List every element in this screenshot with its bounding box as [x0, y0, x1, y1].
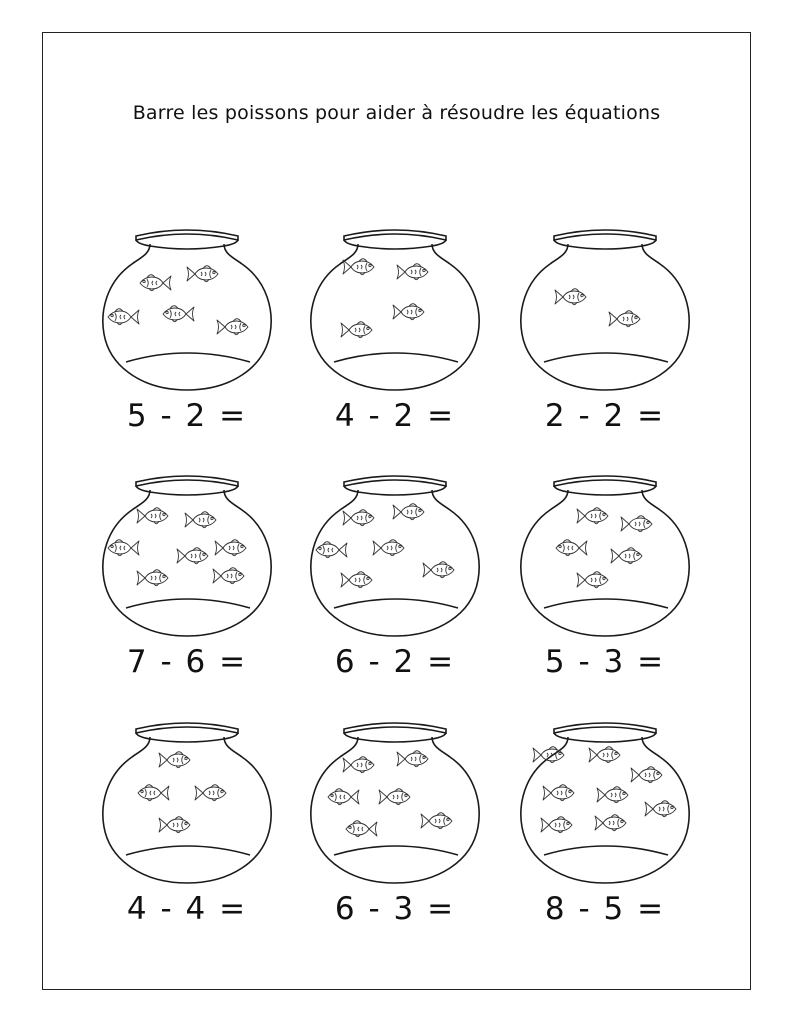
fish-icon [577, 572, 608, 588]
worksheet-title: Barre les poissons pour aider à résoudre les équations [132, 102, 661, 124]
fish-icon [397, 751, 428, 767]
equation-1: 5 - 2 = [126, 398, 248, 434]
fish-icon [556, 540, 587, 556]
problem-8 [300, 715, 490, 955]
fish-icon [341, 572, 372, 588]
fish-icon [341, 322, 372, 338]
fish-icon [213, 568, 244, 584]
fishbowl-icon [92, 468, 282, 638]
fish-icon [163, 306, 194, 322]
fishbowl-icon [300, 715, 490, 885]
fish-icon [215, 540, 246, 556]
problem-4 [92, 468, 282, 708]
fish-icon [195, 785, 226, 801]
fishbowl-icon [92, 222, 282, 392]
fish-icon [577, 508, 608, 524]
fish-icon [159, 752, 190, 768]
fish-icon [631, 767, 662, 783]
problem-7 [92, 715, 282, 955]
problem-2 [300, 222, 490, 462]
fish-icon [217, 319, 248, 335]
fish-icon [108, 309, 139, 325]
fishbowl-icon [92, 715, 282, 885]
problem-5 [300, 468, 490, 708]
fish-icon [137, 570, 168, 586]
fish-icon [138, 785, 169, 801]
fish-icon [346, 821, 377, 837]
fish-icon [621, 516, 652, 532]
equation-4: 7 - 6 = [126, 644, 248, 680]
fish-icon [595, 815, 626, 831]
equation-8: 6 - 3 = [334, 891, 456, 927]
problem-1 [92, 222, 282, 462]
fish-icon [393, 304, 424, 320]
equation-2: 4 - 2 = [334, 398, 456, 434]
equation-5: 6 - 2 = [334, 644, 456, 680]
fish-icon [316, 542, 347, 558]
problem-9 [510, 715, 700, 955]
fish-icon [187, 266, 218, 282]
fish-icon [589, 747, 620, 763]
equation-6: 5 - 3 = [544, 644, 666, 680]
fishbowl-icon [300, 468, 490, 638]
fish-icon [373, 540, 404, 556]
fish-icon [140, 275, 171, 291]
fish-icon [423, 562, 454, 578]
fish-icon [343, 757, 374, 773]
fish-icon [541, 817, 572, 833]
fish-icon [137, 508, 168, 524]
fish-icon [397, 264, 428, 280]
fish-icon [185, 512, 216, 528]
fishbowl-icon [510, 468, 700, 638]
fish-icon [555, 289, 586, 305]
fish-icon [611, 548, 642, 564]
problem-6 [510, 468, 700, 708]
fish-icon [543, 785, 574, 801]
fish-icon [533, 747, 564, 763]
fish-icon [343, 510, 374, 526]
fish-icon [379, 789, 410, 805]
fish-icon [343, 259, 374, 275]
fish-icon [108, 540, 139, 556]
fish-icon [177, 548, 208, 564]
problem-3 [510, 222, 700, 462]
fishbowl-icon [300, 222, 490, 392]
fish-icon [645, 801, 676, 817]
fish-icon [421, 813, 452, 829]
fish-icon [609, 311, 640, 327]
fish-icon [159, 817, 190, 833]
fishbowl-icon [510, 222, 700, 392]
fish-icon [597, 787, 628, 803]
fishbowl-icon [510, 715, 700, 885]
fish-icon [328, 789, 359, 805]
fish-icon [393, 504, 424, 520]
equation-9: 8 - 5 = [544, 891, 666, 927]
equation-7: 4 - 4 = [126, 891, 248, 927]
equation-3: 2 - 2 = [544, 398, 666, 434]
